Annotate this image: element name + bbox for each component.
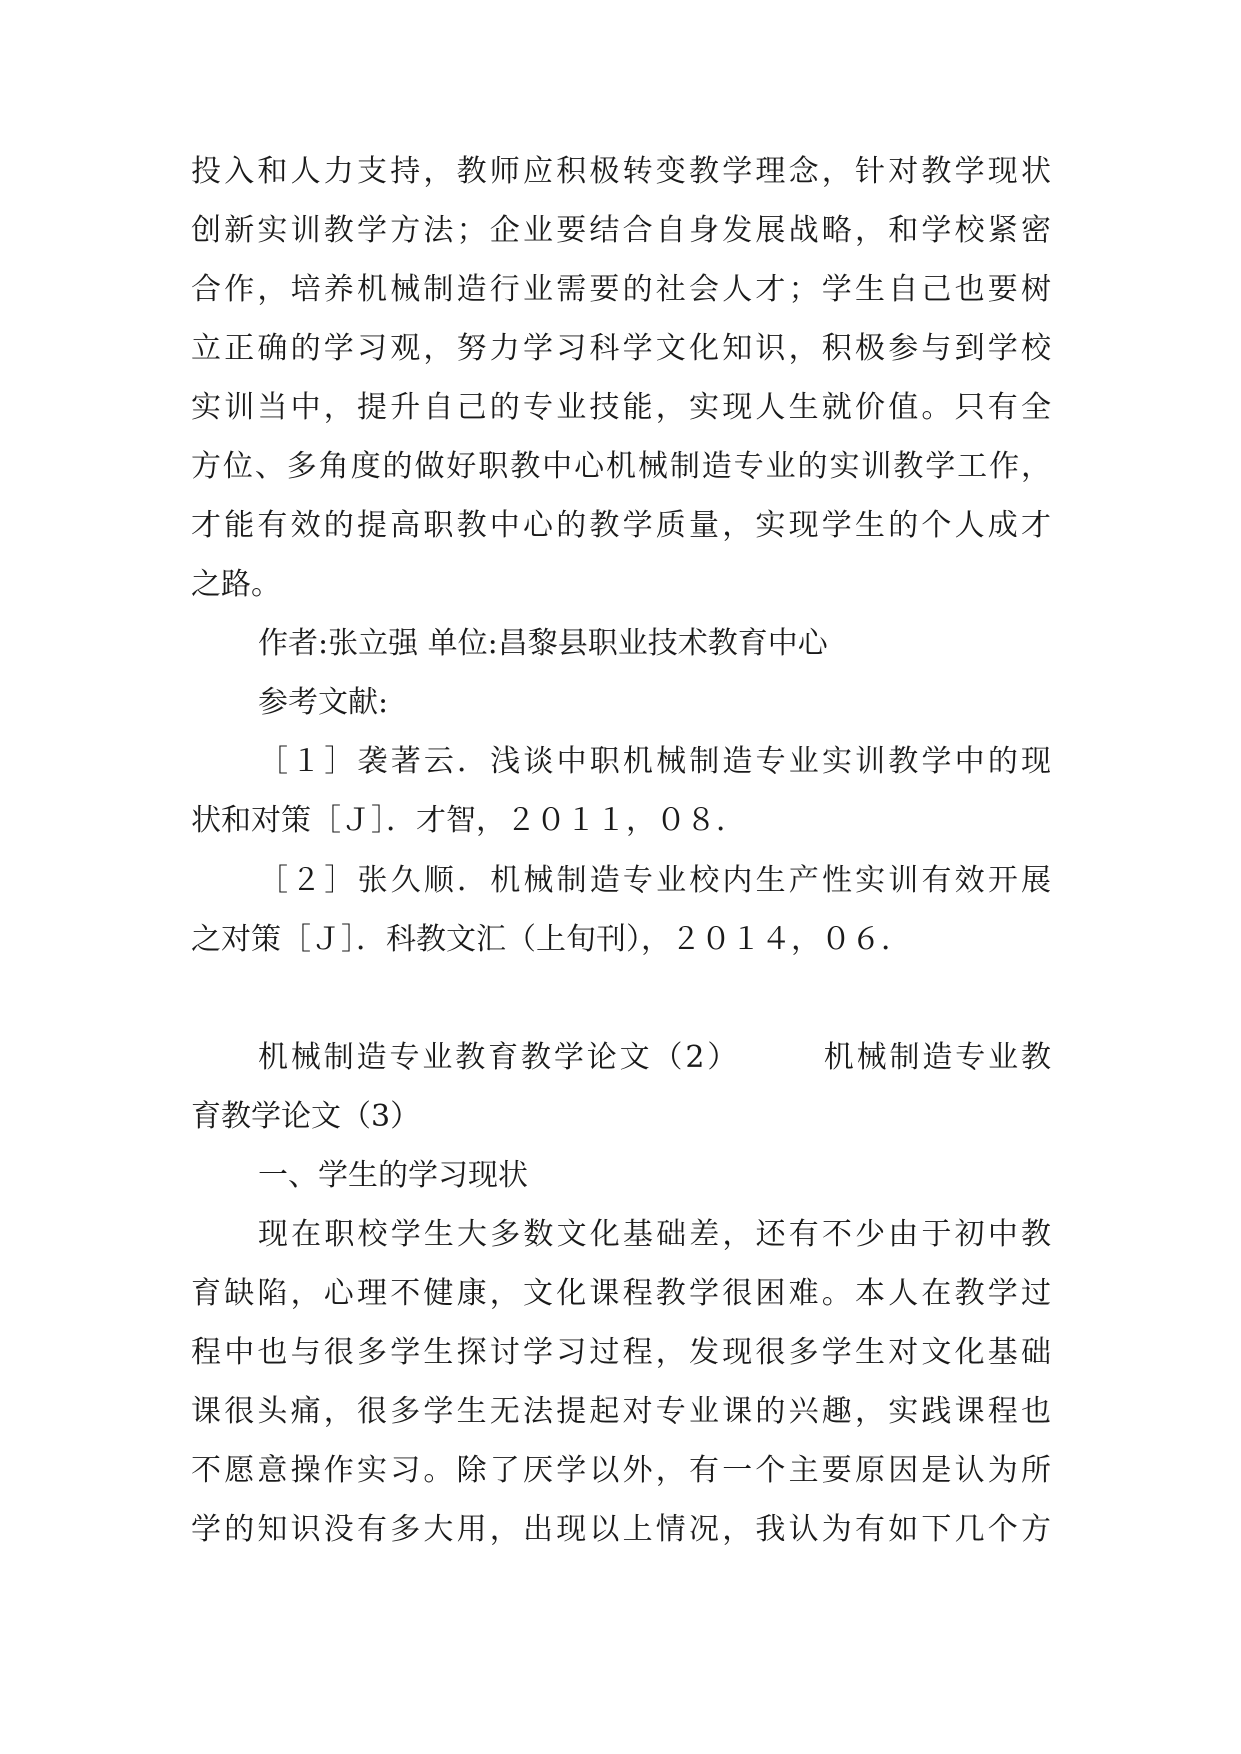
paragraph-line: 合作，培养机械制造行业需要的社会人才；学生自己也要树 [191, 272, 1051, 307]
reference-item-1-cont: 状和对策［Ｊ］．才智，２０１１，０８． [191, 803, 746, 838]
section-heading: 一、学生的学习现状 [258, 1158, 528, 1193]
paragraph-line: 育缺陷，心理不健康，文化课程教学很困难。本人在教学过 [191, 1276, 1051, 1311]
paragraph-line: 不愿意操作实习。除了厌学以外，有一个主要原因是认为所 [191, 1453, 1051, 1488]
paragraph-line: 投入和人力支持，教师应积极转变教学理念，针对教学现状 [191, 154, 1051, 189]
paragraph-line: 方位、多角度的做好职教中心机械制造专业的实训教学工作， [191, 449, 1051, 484]
paragraph-line: 才能有效的提高职教中心的教学质量，实现学生的个人成才 [191, 508, 1051, 543]
reference-item-2: ［２］张久顺．机械制造专业校内生产性实训有效开展 [258, 863, 1051, 898]
paragraph-line: 立正确的学习观，努力学习科学文化知识，积极参与到学校 [191, 331, 1051, 366]
reference-item-1: ［１］袭著云．浅谈中职机械制造专业实训教学中的现 [258, 744, 1051, 779]
references-heading: 参考文献: [258, 685, 389, 720]
paragraph-line: 之路。 [191, 567, 281, 602]
paragraph-line: 程中也与很多学生探讨学习过程，发现很多学生对文化基础 [191, 1335, 1051, 1370]
article-title-line: 机械制造专业教育教学论文（2） 机械制造专业教 [258, 1040, 1051, 1075]
paragraph-line: 现在职校学生大多数文化基础差，还有不少由于初中教 [258, 1217, 1051, 1252]
reference-item-2-cont: 之对策［Ｊ］．科教文汇（上旬刊），２０１４，０６． [191, 922, 911, 957]
paragraph-line: 课很头痛，很多学生无法提起对专业课的兴趣，实践课程也 [191, 1394, 1051, 1429]
paragraph-line: 学的知识没有多大用，出现以上情况，我认为有如下几个方 [191, 1512, 1051, 1547]
paragraph-line: 创新实训教学方法；企业要结合自身发展战略，和学校紧密 [191, 213, 1051, 248]
article-title-line: 育教学论文（3） [191, 1099, 421, 1134]
paragraph-line: 实训当中，提升自己的专业技能，实现人生就价值。只有全 [191, 390, 1051, 425]
author-line: 作者:张立强 单位:昌黎县职业技术教育中心 [258, 626, 828, 661]
